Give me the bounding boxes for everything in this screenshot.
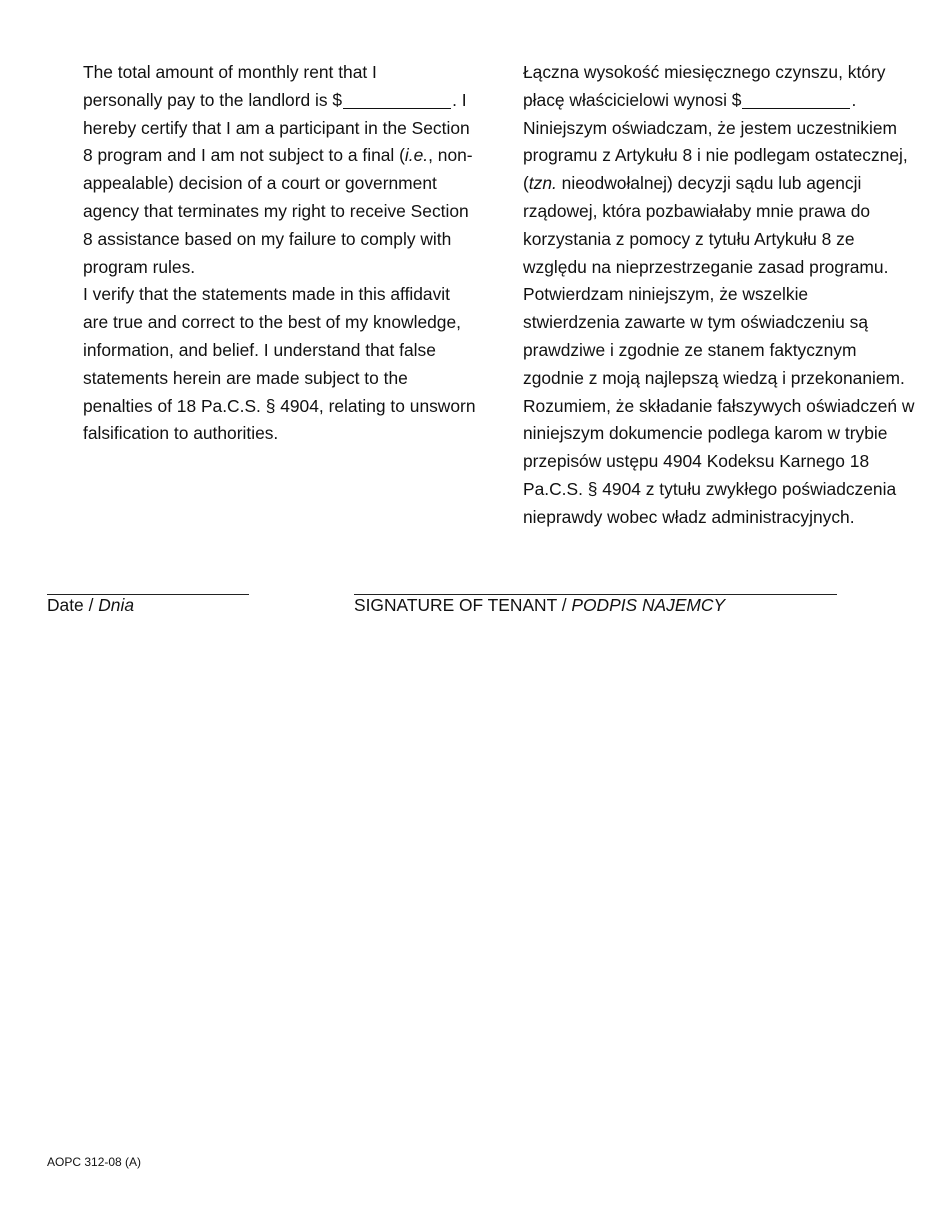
polish-column — [495, 59, 920, 532]
text-fragment: nieodwołalnej) decyzji sądu lub agencji — [556, 173, 862, 194]
text-line: information, and belief. I understand that false — [83, 339, 436, 360]
text-line: falsification to authorities. — [83, 423, 279, 444]
text-fragment: , non- — [428, 145, 473, 166]
text-line: Łączna wysokość miesięcznego czynszu, który — [523, 62, 886, 82]
text-line: stwierdzenia zawarte w tym oświadczeniu są — [523, 312, 869, 333]
text-line: Potwierdzam niniejszym, że wszelkie — [523, 284, 809, 305]
tenant-label-english: SIGNATURE OF TENANT / — [354, 595, 572, 615]
text-fragment: płacę właścicielowi wynosi $ — [523, 89, 742, 110]
text-line: The total amount of monthly rent that I — [83, 62, 377, 82]
text-line: hereby certify that I am a participant in the Section — [83, 117, 470, 138]
text-line-with-rent-blank — [495, 87, 920, 115]
text-line: 8 assistance based on my failure to comply with — [83, 228, 452, 249]
text-line: are true and correct to the best of my knowledge, — [83, 312, 461, 333]
text-line: Rozumiem, że składanie fałszywych oświadczeń w — [523, 395, 915, 416]
text-line: agency that terminates my right to receive Section — [83, 200, 469, 221]
text-fragment: . — [851, 89, 857, 110]
text-fragment: ( — [523, 173, 529, 194]
text-line: niniejszym dokumencie podlega karom w trybie — [523, 423, 888, 444]
english-rent-paragraph — [55, 59, 481, 281]
tenant-signature-label — [354, 594, 725, 616]
text-line — [495, 170, 920, 198]
tenant-label-polish: PODPIS NAJEMCY — [571, 595, 726, 615]
english-column — [55, 59, 481, 448]
polish-verification-paragraph — [495, 281, 920, 531]
date-label — [47, 594, 134, 616]
form-identifier: AOPC 312-08 (A) — [47, 1155, 142, 1169]
text-fragment: . I — [452, 89, 467, 110]
text-line: zgodnie z moją najlepszą wiedzą i przekonaniem. — [523, 367, 905, 388]
date-label-polish: Dnia — [98, 595, 135, 615]
text-line: rządowej, która pozbawiałaby mnie prawa do — [523, 200, 871, 221]
italic-abbreviation: i.e. — [404, 145, 429, 166]
text-line: program rules. — [83, 256, 196, 277]
text-line: przepisów ustępu 4904 Kodeksu Karnego 18 — [523, 451, 870, 472]
date-label-english: Date / — [47, 595, 99, 615]
text-line: Pa.C.S. § 4904 z tytułu zwykłego poświadczenia — [523, 478, 897, 499]
text-line: względu na nieprzestrzeganie zasad programu. — [523, 256, 889, 277]
text-line: prawdziwe i zgodnie ze stanem faktycznym — [523, 339, 857, 360]
text-line: programu z Artykułu 8 i nie podlegam ostatecznej, — [523, 145, 908, 166]
text-fragment: 8 program and I am not subject to a final ( — [83, 145, 405, 166]
text-line: appealable) decision of a court or government — [83, 173, 437, 194]
text-line-with-rent-blank — [55, 87, 481, 115]
text-fragment: personally pay to the landlord is $ — [83, 89, 343, 110]
text-line: Niniejszym oświadczam, że jestem uczestnikiem — [523, 117, 898, 138]
polish-rent-paragraph — [495, 59, 920, 281]
text-line: nieprawdy wobec władz administracyjnych. — [523, 506, 855, 527]
rent-amount-blank-polish[interactable] — [742, 90, 850, 109]
text-line: penalties of 18 Pa.C.S. § 4904, relating to unsworn — [83, 395, 476, 416]
rent-amount-blank[interactable] — [343, 90, 451, 109]
text-line: I verify that the statements made in this affidavit — [83, 284, 450, 305]
text-line — [55, 142, 481, 170]
text-line: statements herein are made subject to the — [83, 367, 408, 388]
text-line: korzystania z pomocy z tytułu Artykułu 8 ze — [523, 228, 855, 249]
english-verification-paragraph — [55, 281, 481, 448]
italic-abbreviation: tzn. — [528, 173, 557, 194]
